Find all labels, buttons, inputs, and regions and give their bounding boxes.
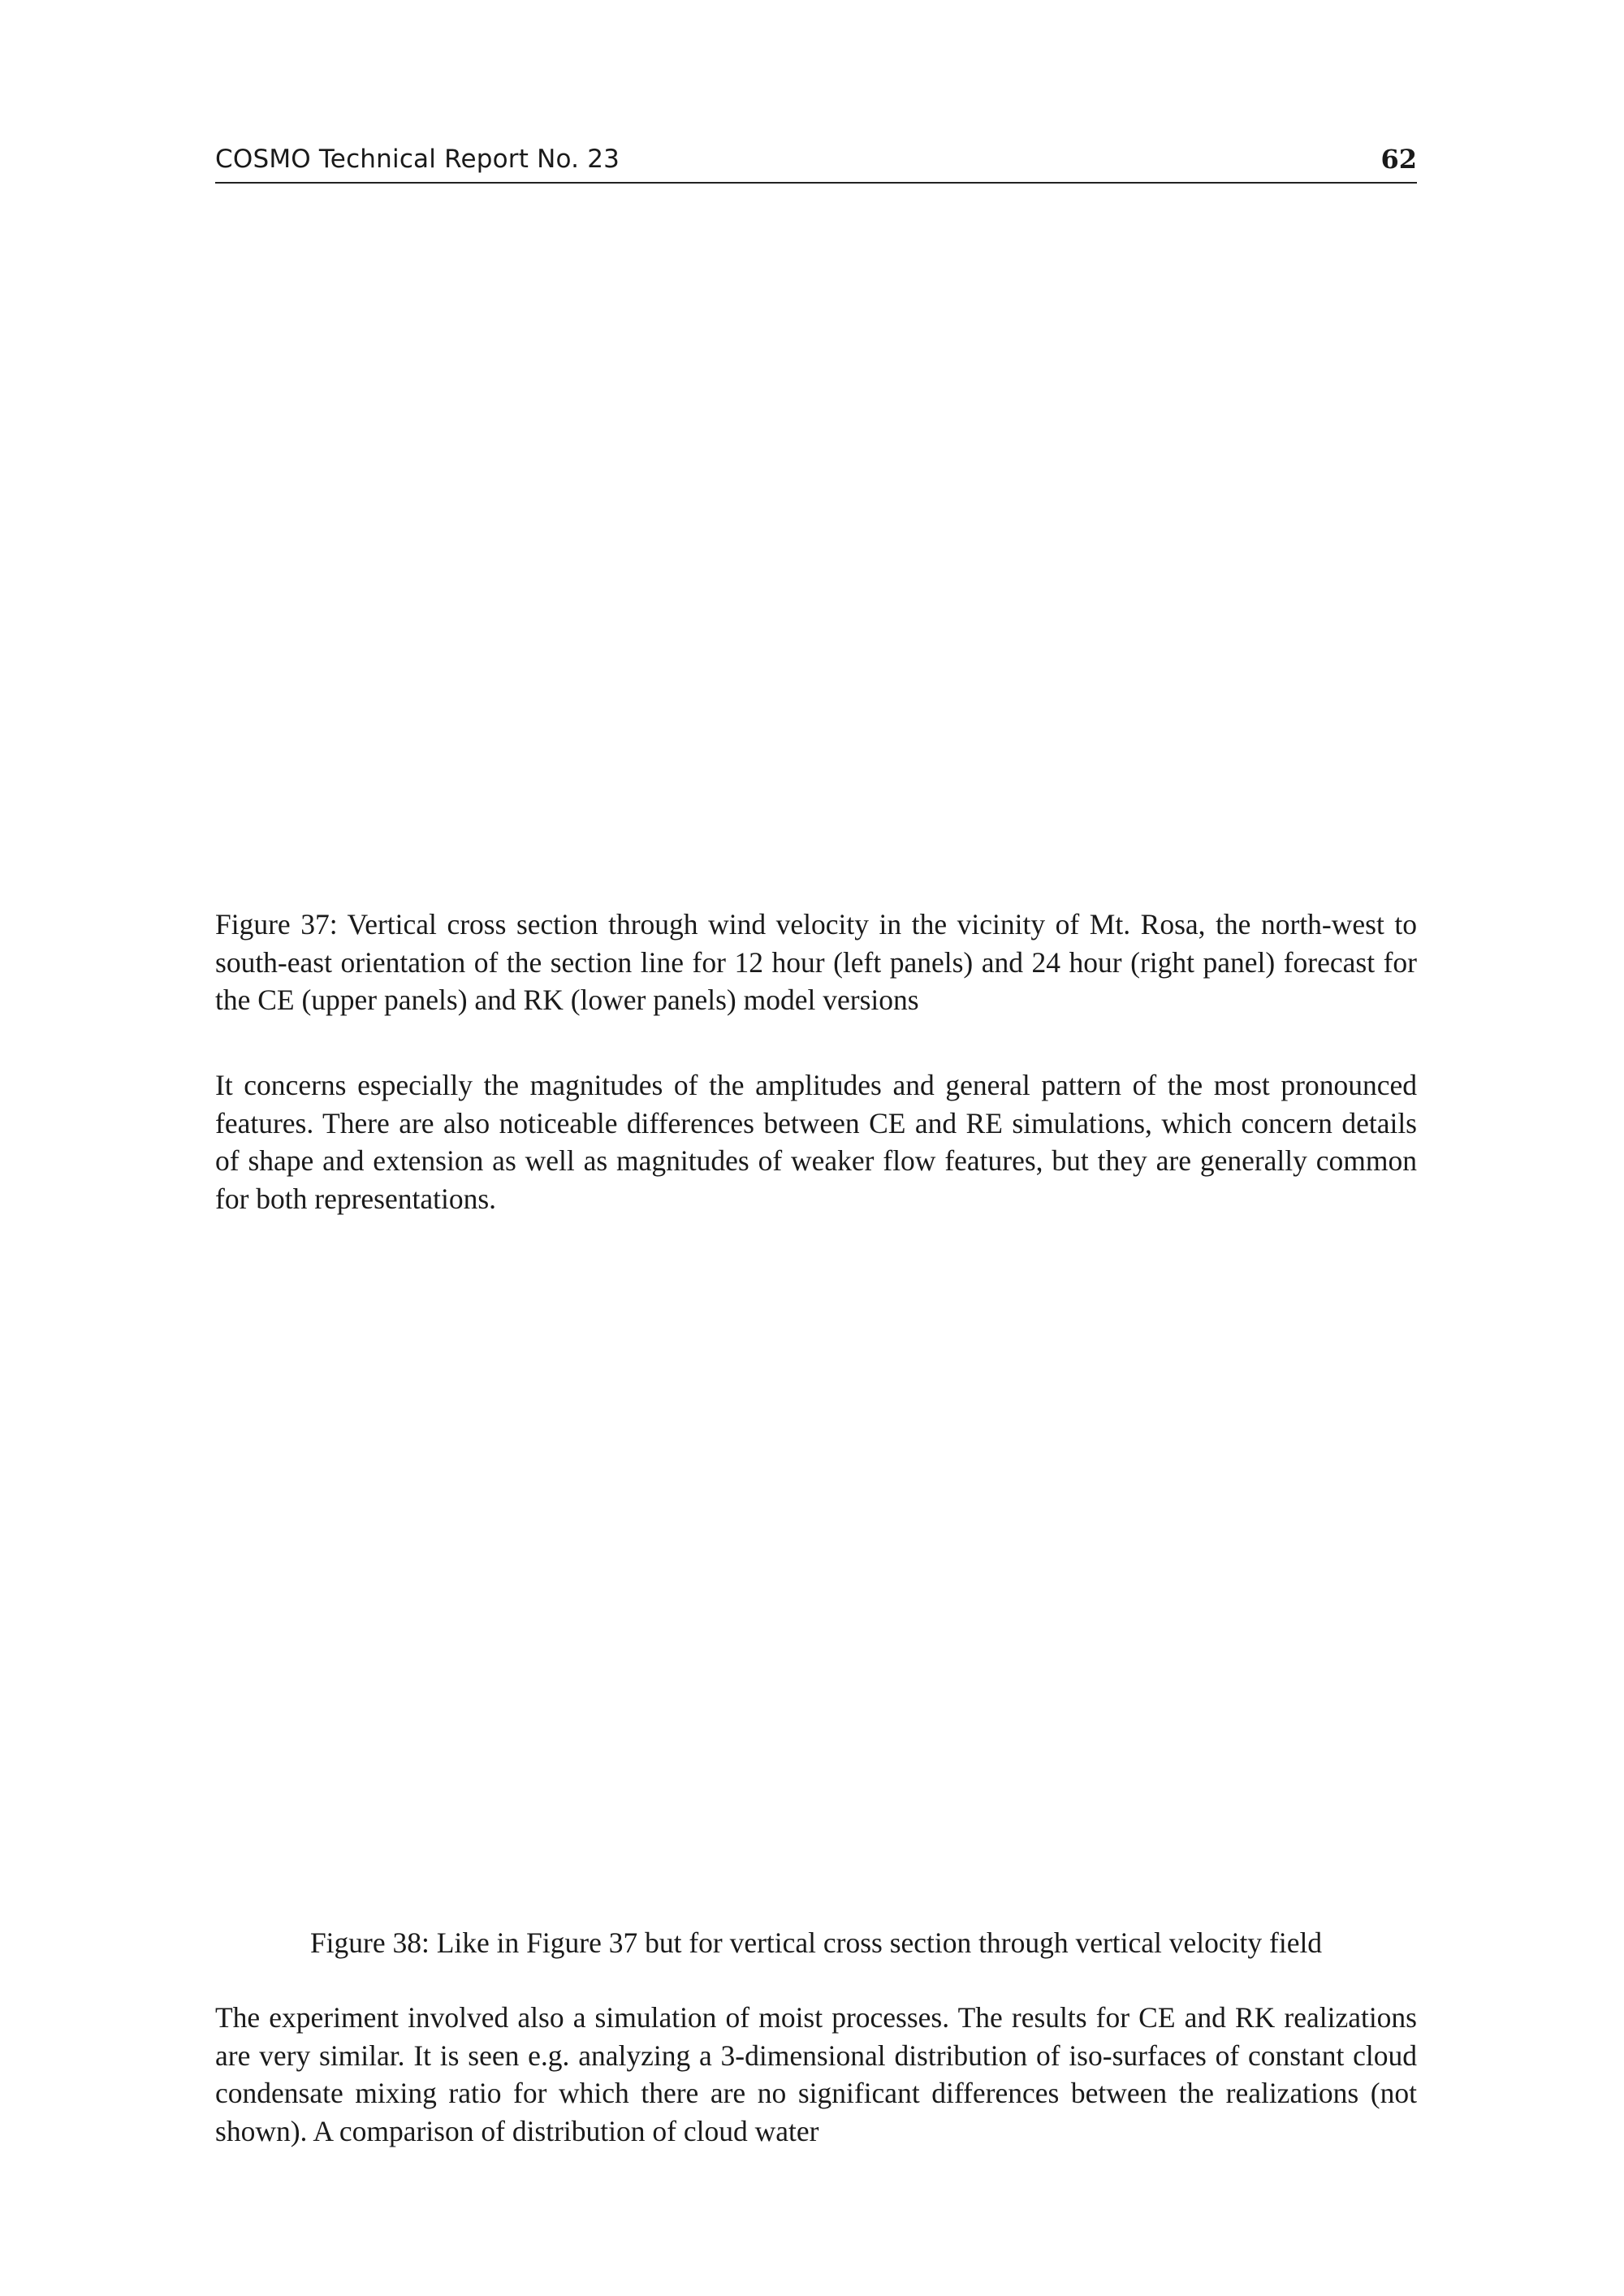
header-title: COSMO Technical Report No. 23 bbox=[215, 145, 620, 174]
figure-38-image-area bbox=[215, 1234, 1417, 1917]
body-paragraph-1: It concerns especially the magnitudes of the amplitudes and general pattern of the most pronounced features. There are also noticeable differences between CE and RE simulations, which concern details of shape and extension as well as magnitudes of weaker flow features, but they are generally common for both representations. bbox=[215, 1069, 1417, 1215]
figure-37-caption: Figure 37: Vertical cross section through wind velocity in the vicinity of Mt. Rosa, the north-west to south-east orientation of the section line for 12 hour (left panels) and 24 hour (right panel) forecast for the CE (upper panels) and RK (lower panels) model versions bbox=[215, 908, 1417, 1016]
body-paragraph-2: The experiment involved also a simulation of moist processes. The results for CE and RK realizations are very similar. It is seen e.g. analyzing a 3-dimensional distribution of iso-surfaces of constant cloud condensate mixing ratio for which there are no significant differences between the realizations (not shown). A comparison of distribution of cloud water bbox=[215, 2001, 1417, 2147]
figure-38-caption: Figure 38: Like in Figure 37 but for vertical cross section through vertical velocity field bbox=[309, 1926, 1323, 1959]
figure-37-image-area bbox=[215, 211, 1417, 902]
page-number: 62 bbox=[1380, 144, 1417, 175]
page-header bbox=[215, 143, 1417, 184]
